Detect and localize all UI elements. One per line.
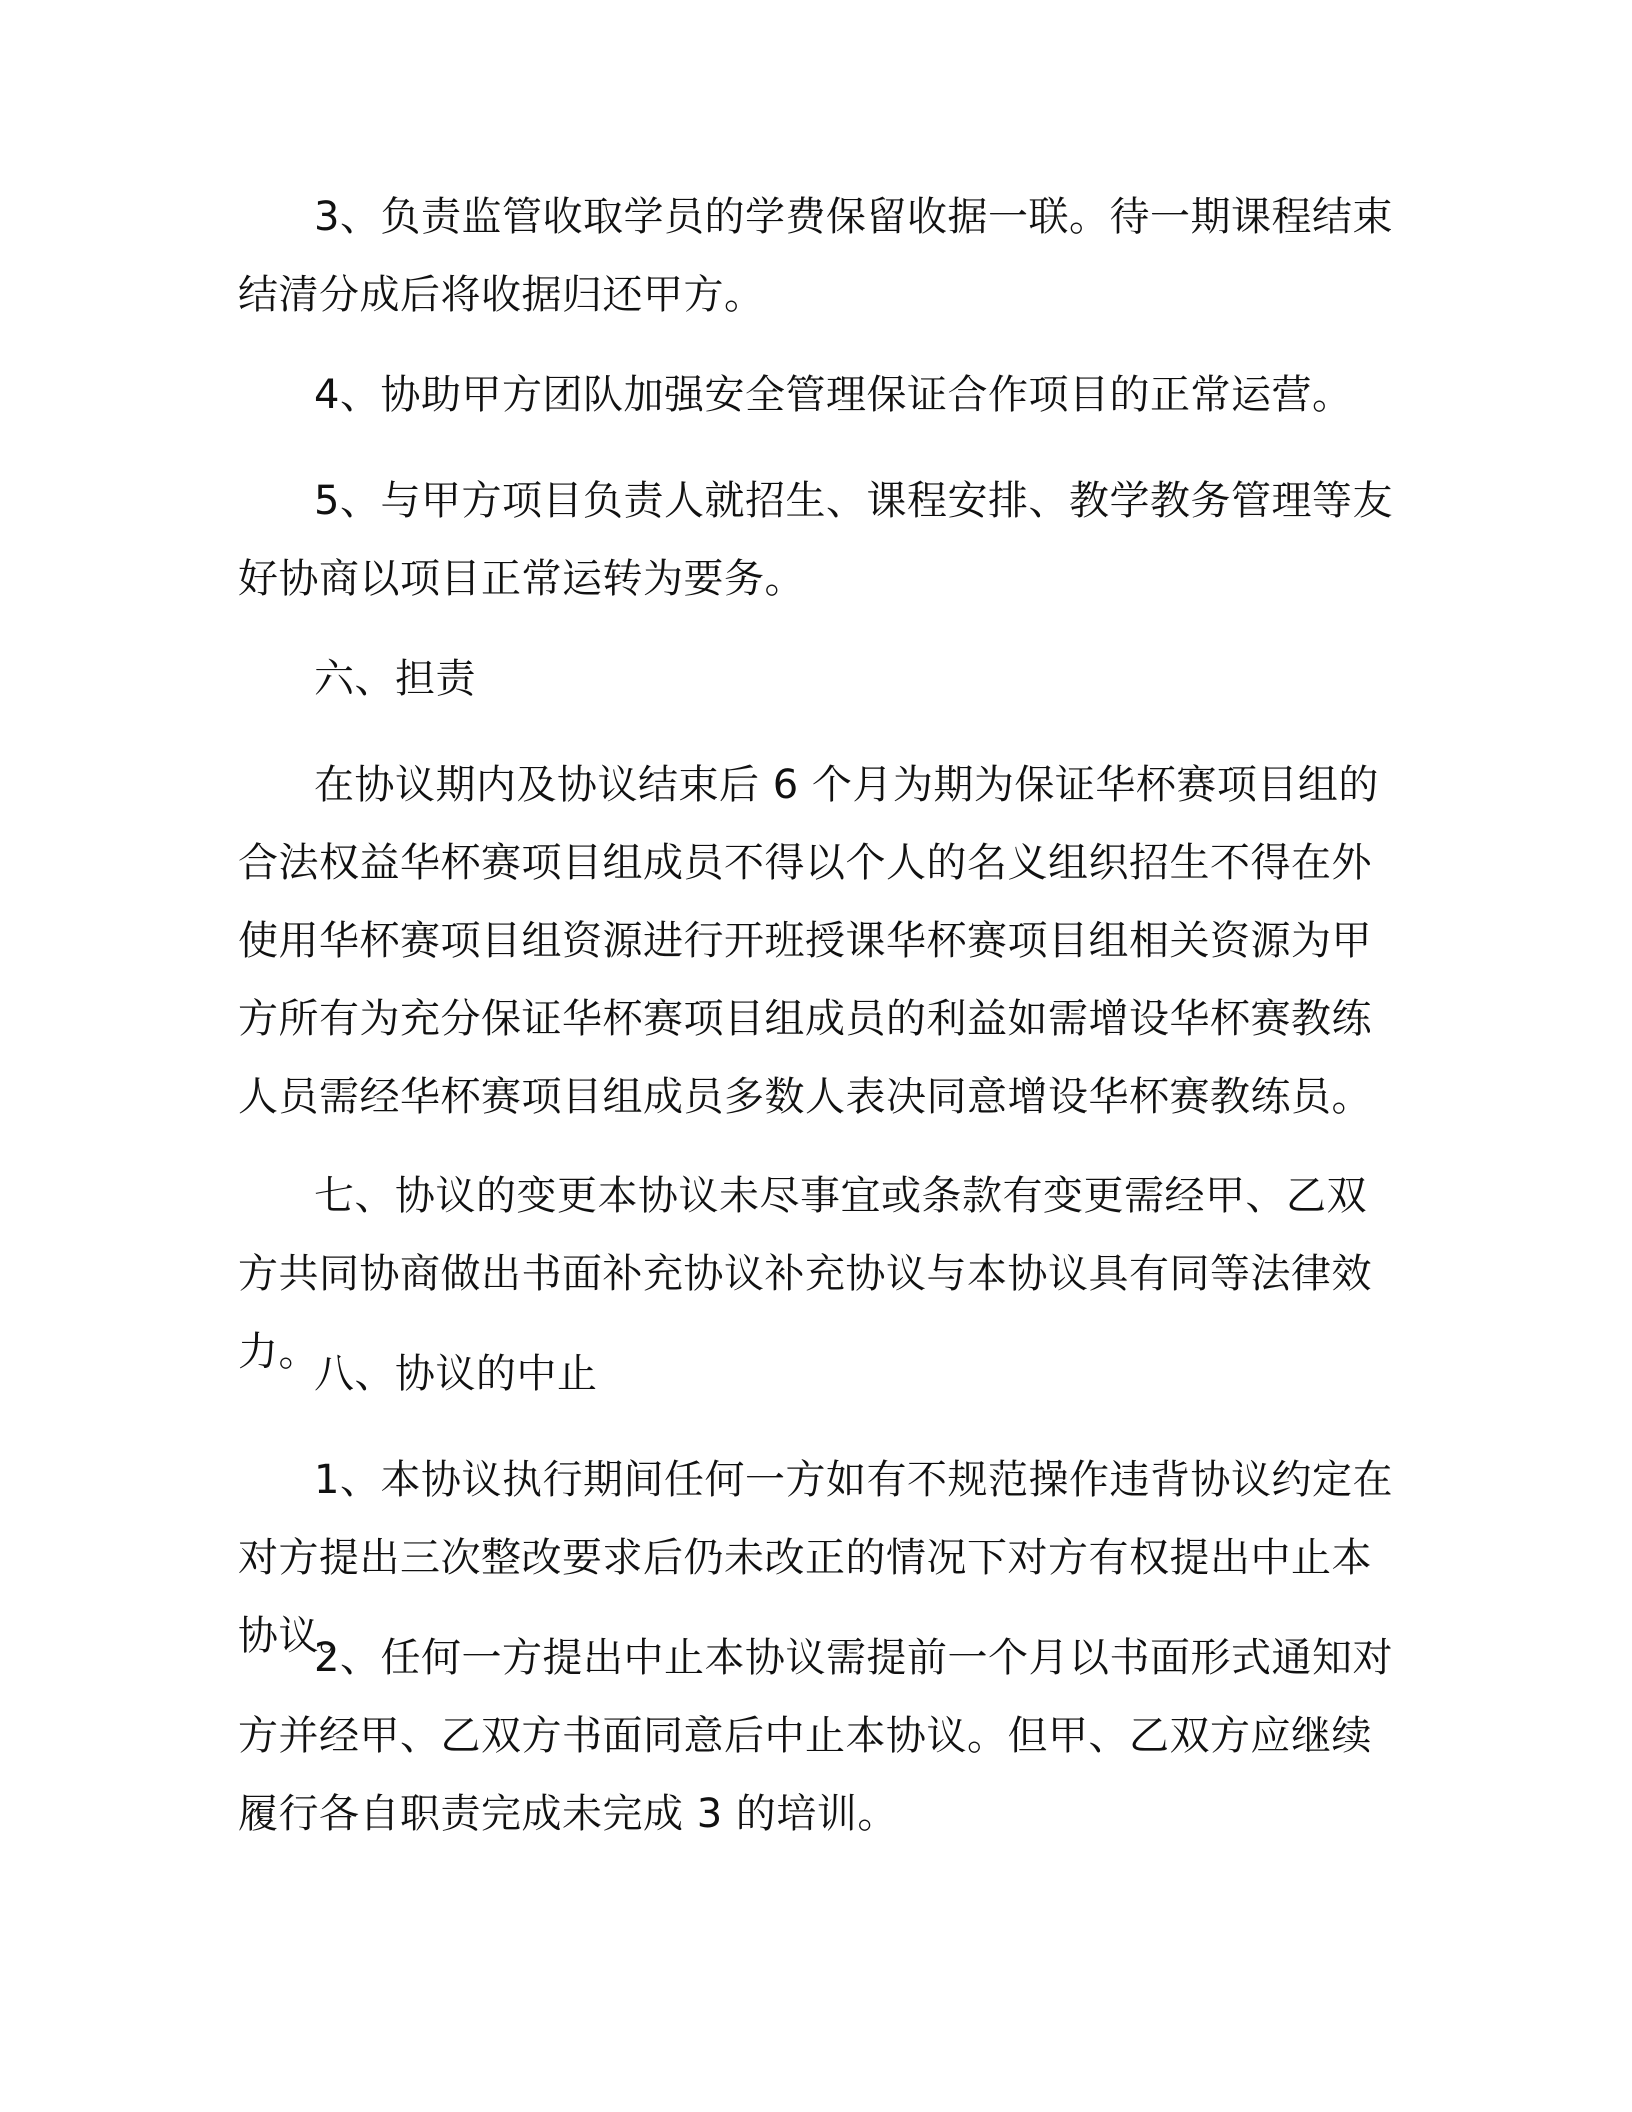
section-7-paragraph: 七、协议的变更本协议未尽事宜或条款有变更需经甲、乙双方共同协商做出书面补充协议补充协议与本协议具有同等法律效力。	[238, 1173, 1372, 1375]
paragraph-item-5: 5、与甲方项目负责人就招生、课程安排、教学教务管理等友好协商以项目正常运转为要务。	[238, 478, 1393, 602]
section-6-heading: 六、担责	[314, 656, 476, 702]
paragraph-item-4: 4、协助甲方团队加强安全管理保证合作项目的正常运营。	[314, 372, 1353, 418]
section-8-item-2: 2、任何一方提出中止本协议需提前一个月以书面形式通知对方并经甲、乙双方书面同意后中止本协议。但甲、乙双方应继续履行各自职责完成未完成 3 的培训。	[238, 1635, 1393, 1837]
section-8-item-1: 1、本协议执行期间任何一方如有不规范操作违背协议约定在对方提出三次整改要求后仍未改正的情况下对方有权提出中止本协议。	[238, 1457, 1393, 1659]
section-8-heading: 八、协议的中止	[314, 1351, 598, 1397]
paragraph-item-3: 3、负责监管收取学员的学费保留收据一联。待一期课程结束结清分成后将收据归还甲方。	[238, 194, 1393, 318]
section-6-body: 在协议期内及协议结束后 6 个月为期为保证华杯赛项目组的合法权益华杯赛项目组成员不得以个人的名义组织招生不得在外使用华杯赛项目组资源进行开班授课华杯赛项目组相关资源为甲方所有为充分保证华杯赛项目组成员的利益如需增设华杯赛教练人员需经华杯赛项目组成员多数人表决同意增设华杯赛教练员。	[238, 762, 1379, 1120]
